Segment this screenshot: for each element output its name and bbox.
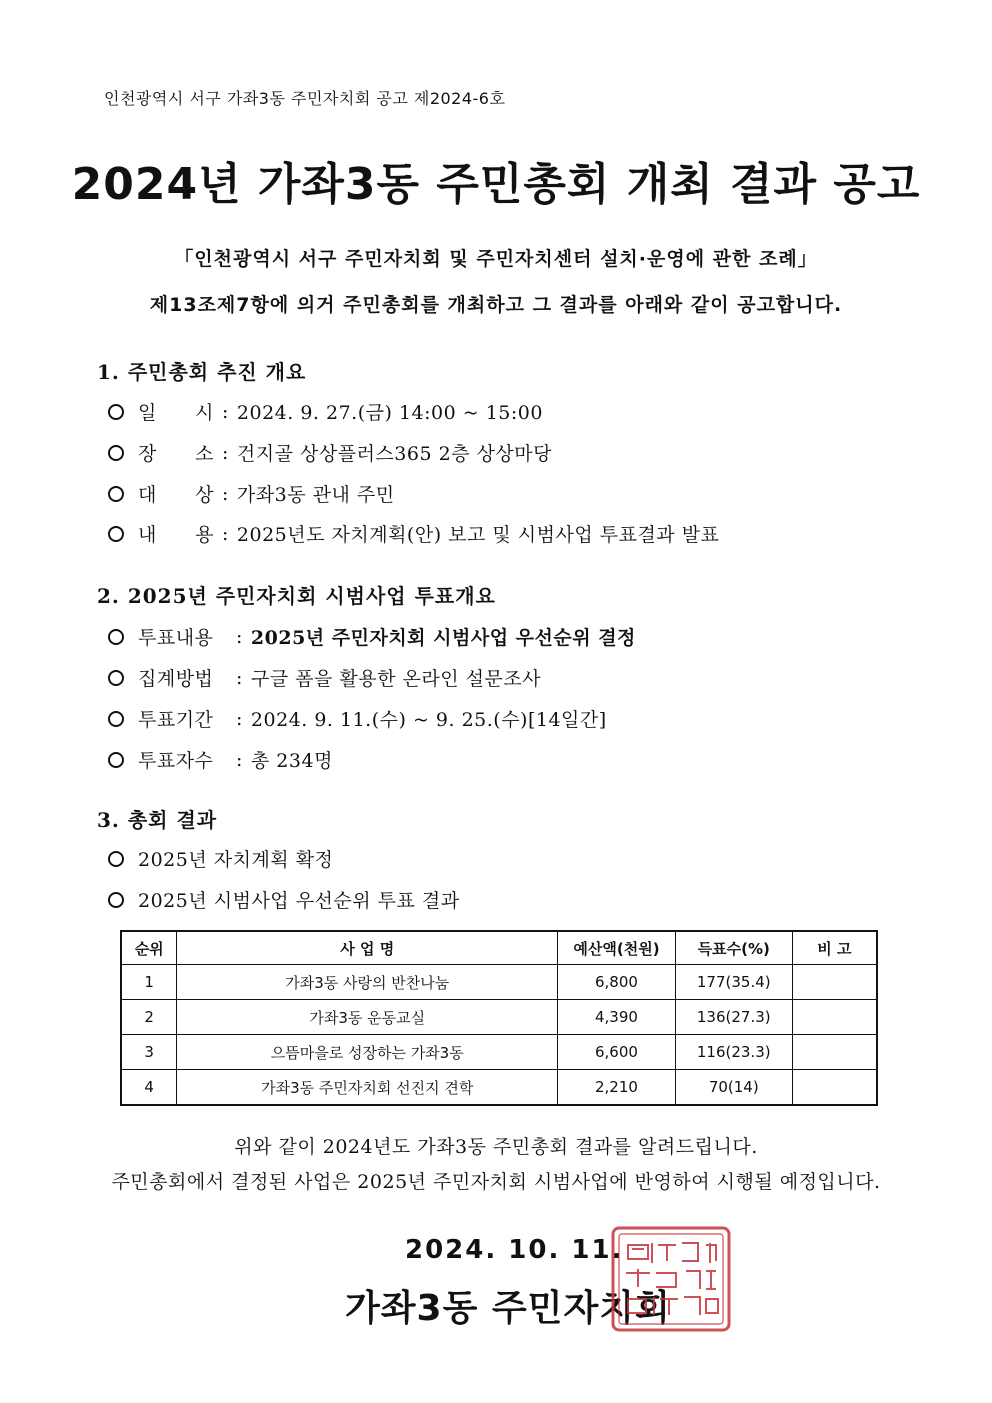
- list-item: [108, 845, 333, 872]
- page-title: 2024년 가좌3동 주민총회 개최 결과 공고: [71, 159, 921, 210]
- section-3-heading: 3. 총회 결과: [97, 808, 218, 832]
- item-label: 대 상: [138, 484, 214, 506]
- list-item: 투표기간 : 2024. 9. 11.(수) ~ 9. 25.(수)[14일간]: [108, 705, 607, 732]
- votes-cell: 177(35.4): [675, 965, 792, 1000]
- list-item: 내 용 : 2025년도 자치계획(안) 보고 및 시범사업 투표결과 발표: [108, 520, 719, 547]
- project-name-cell: 으뜸마을로 성장하는 가좌3동: [177, 1035, 558, 1070]
- closing-line-1: 위와 같이 2024년도 가좌3동 주민총회 결과를 알려드립니다.: [234, 1136, 758, 1158]
- table-header-row: [121, 931, 877, 965]
- list-item: 집계방법 : 구글 폼을 활용한 온라인 설문조사: [108, 664, 541, 691]
- item-value: 2025년 시범사업 우선순위 투표 결과: [138, 890, 460, 912]
- list-item: 대 상 : 가좌3동 관내 주민: [108, 480, 395, 507]
- circle-bullet-icon: [108, 670, 124, 686]
- budget-cell: 2,210: [558, 1070, 676, 1106]
- project-name-cell: 가좌3동 주민자치회 선진지 견학: [177, 1070, 558, 1106]
- organization-name: 가좌3동 주민자치회: [345, 1288, 671, 1329]
- circle-bullet-icon: [108, 752, 124, 768]
- announcement-date: 2024. 10. 11.: [405, 1235, 624, 1265]
- item-label: 투표내용: [138, 627, 214, 649]
- item-label: 장 소: [138, 443, 214, 465]
- note-cell: [792, 1070, 877, 1106]
- column-header: 득표수(%): [675, 931, 792, 965]
- item-value: 건지골 상상플러스365 2층 상상마당: [236, 443, 552, 465]
- votes-cell: 136(27.3): [675, 1000, 792, 1035]
- project-name-cell: 가좌3동 운동교실: [177, 1000, 558, 1035]
- item-label: 내 용: [138, 524, 214, 546]
- circle-bullet-icon: [108, 892, 124, 908]
- item-value: 2025년 주민자치회 시범사업 우선순위 결정: [250, 627, 636, 649]
- note-cell: [792, 965, 877, 1000]
- intro-line-2: 제13조제7항에 의거 주민총회를 개최하고 그 결과를 아래와 같이 공고합니다.: [149, 294, 843, 316]
- circle-bullet-icon: [108, 486, 124, 502]
- column-header: 순위: [121, 931, 177, 965]
- circle-bullet-icon: [108, 404, 124, 420]
- notice-number: 인천광역시 서구 가좌3동 주민자치회 공고 제2024-6호: [104, 89, 506, 108]
- section-1-heading: 1. 주민총회 추진 개요: [97, 360, 307, 384]
- table-row: [121, 965, 877, 1000]
- item-value: 총 234명: [250, 750, 333, 772]
- rank-cell: 2: [121, 1000, 177, 1035]
- column-header: 예산액(천원): [558, 931, 676, 965]
- official-seal-icon: [610, 1225, 732, 1333]
- item-value: 2024. 9. 27.(금) 14:00 ~ 15:00: [236, 402, 543, 424]
- item-value: 2025년도 자치계획(안) 보고 및 시범사업 투표결과 발표: [236, 524, 720, 546]
- table-row: [121, 1070, 877, 1106]
- item-value: 가좌3동 관내 주민: [236, 484, 395, 506]
- circle-bullet-icon: [108, 445, 124, 461]
- note-cell: [792, 1000, 877, 1035]
- project-name-cell: 가좌3동 사랑의 반찬나눔: [177, 965, 558, 1000]
- circle-bullet-icon: [108, 526, 124, 542]
- budget-cell: 6,600: [558, 1035, 676, 1070]
- circle-bullet-icon: [108, 629, 124, 645]
- votes-cell: 70(14): [675, 1070, 792, 1106]
- closing-line-2: 주민총회에서 결정된 사업은 2025년 주민자치회 시범사업에 반영하여 시행될 예정입니다.: [111, 1171, 881, 1193]
- list-item: 투표내용 : 2025년 주민자치회 시범사업 우선순위 결정: [108, 623, 636, 650]
- circle-bullet-icon: [108, 851, 124, 867]
- rank-cell: 4: [121, 1070, 177, 1106]
- rank-cell: 3: [121, 1035, 177, 1070]
- table-row: [121, 1000, 877, 1035]
- budget-cell: 6,800: [558, 965, 676, 1000]
- column-header: 비 고: [792, 931, 877, 965]
- item-value: 2024. 9. 11.(수) ~ 9. 25.(수)[14일간]: [250, 709, 607, 731]
- column-header: 사 업 명: [177, 931, 558, 965]
- note-cell: [792, 1035, 877, 1070]
- list-item: 투표자수 : 총 234명: [108, 746, 333, 773]
- results-table: [120, 930, 878, 1106]
- item-label: 투표기간: [138, 709, 214, 731]
- section-2-heading: 2. 2025년 주민자치회 시범사업 투표개요: [97, 584, 496, 608]
- item-value: 2025년 자치계획 확정: [138, 849, 334, 871]
- circle-bullet-icon: [108, 711, 124, 727]
- list-item: 일 시 : 2024. 9. 27.(금) 14:00 ~ 15:00: [108, 398, 543, 425]
- list-item: [108, 886, 460, 913]
- votes-cell: 116(23.3): [675, 1035, 792, 1070]
- item-label: 집계방법: [138, 668, 214, 690]
- item-label: 일 시: [138, 402, 214, 424]
- item-label: 투표자수: [138, 750, 214, 772]
- list-item: 장 소 : 건지골 상상플러스365 2층 상상마당: [108, 439, 552, 466]
- intro-line-1: 「인천광역시 서구 주민자치회 및 주민자치센터 설치·운영에 관한 조례」: [174, 248, 818, 270]
- seal-graphic: [613, 1228, 729, 1330]
- rank-cell: 1: [121, 965, 177, 1000]
- budget-cell: 4,390: [558, 1000, 676, 1035]
- table-row: [121, 1035, 877, 1070]
- item-value: 구글 폼을 활용한 온라인 설문조사: [250, 668, 542, 690]
